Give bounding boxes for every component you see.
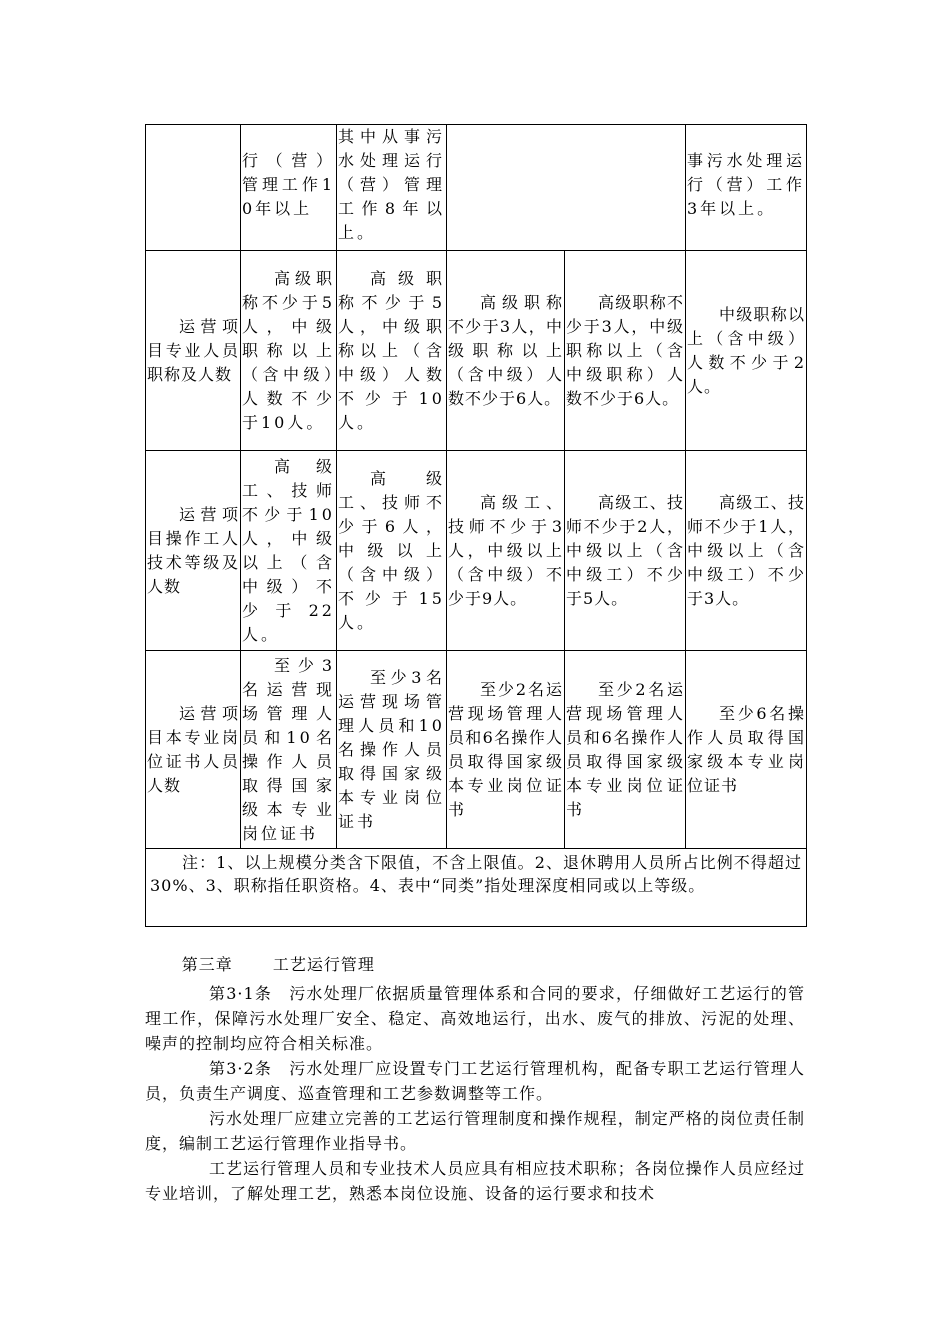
staffing-requirements-table [145,124,807,927]
paragraph: 第3·2条 污水处理厂应设置专门工艺运行管理机构，配备专职工艺运行管理人员，负责生产调度、巡查管理和工艺参数调整等工作。 [145,1059,805,1103]
paragraph: 污水处理厂应建立完善的工艺运行管理制度和操作规程，制定严格的岗位责任制度，编制工艺运行管理作业指导书。 [145,1109,805,1153]
table-cell: 至少3名运营现场管理人员和10名操作人员取得国家级本专业岗位证书 [241,651,337,849]
table-cell: 高级工、技师不少于3人，中级以上（含中级）不少于9人。 [447,451,565,651]
table-cell: 至少3名运营现场管理人员和10名操作人员取得国家级本专业岗位证书 [337,651,447,849]
table-cell: 行（营）管理工作10年以上 [241,125,337,251]
chapter-number: 第三章 [181,955,233,974]
table-cell: 至少2名运营现场管理人员和6名操作人员取得国家级本专业岗位证书 [447,651,565,849]
table-row [146,651,807,849]
row-header-cell [146,125,241,251]
chapter-title: 工艺运行管理 [272,955,375,974]
body-text [145,952,805,1206]
table-cell: 至少6名操作人员取得国家级本专业岗位证书 [686,651,807,849]
table-cell: 高级工、技师不少于6人，中级以上（含中级）不少于15人。 [337,451,447,651]
table-cell [447,125,686,251]
table-row [146,251,807,451]
paragraph: 第3·1条 污水处理厂依据质量管理体系和合同的要求，仔细做好工艺运行的管理工作，保障污水处理厂安全、稳定、高效地运行，出水、废气的排放、污泥的处理、噪声的控制均应符合相关标准。 [145,984,805,1053]
table-note: 注：1、以上规模分类含下限值，不含上限值。2、退休聘用人员所占比例不得超过30%、3、职称指任职资格。4、表中“同类”指处理深度相同或以上等级。 [146,849,807,927]
row-header-cell: 运营项目本专业岗位证书人员人数 [146,651,241,849]
table-cell: 高级工、技师不少于10人，中级以上（含中级）不少于22人。 [241,451,337,651]
table-cell: 高级职称不少于5人，中级职称以上（含中级）人数不少于10人。 [337,251,447,451]
table-cell: 其中从事污水处理运行（营）管理工作8年以上。 [337,125,447,251]
table-cell: 高级职称不少于3人，中级职称以上（含中级职称）人数不少于6人。 [565,251,686,451]
table-cell: 高级工、技师不少于1人，中级以上（含中级工）不少于3人。 [686,451,807,651]
table-cell: 事污水处理运行（营）工作3年以上。 [686,125,807,251]
row-header-cell: 运营项目操作工人技术等级及人数 [146,451,241,651]
table-cell: 至少2名运营现场管理人员和6名操作人员取得国家级本专业岗位证书 [565,651,686,849]
table-row [146,125,807,251]
table-cell: 中级职称以上（含中级）人数不少于2人。 [686,251,807,451]
table-cell: 高级工、技师不少于2人，中级以上（含中级工）不少于5人。 [565,451,686,651]
table-row [146,451,807,651]
row-header-cell: 运营项目专业人员职称及人数 [146,251,241,451]
chapter-heading [145,952,805,977]
table-note-row [146,849,807,927]
paragraph: 工艺运行管理人员和专业技术人员应具有相应技术职称；各岗位操作人员应经过专业培训，了解处理工艺，熟悉本岗位设施、设备的运行要求和技术 [145,1159,805,1203]
table-cell: 高级职称不少于5人，中级职称以上（含中级）人数不少于10人。 [241,251,337,451]
table-cell: 高级职称不少于3人，中级职称以上（含中级）人数不少于6人。 [447,251,565,451]
